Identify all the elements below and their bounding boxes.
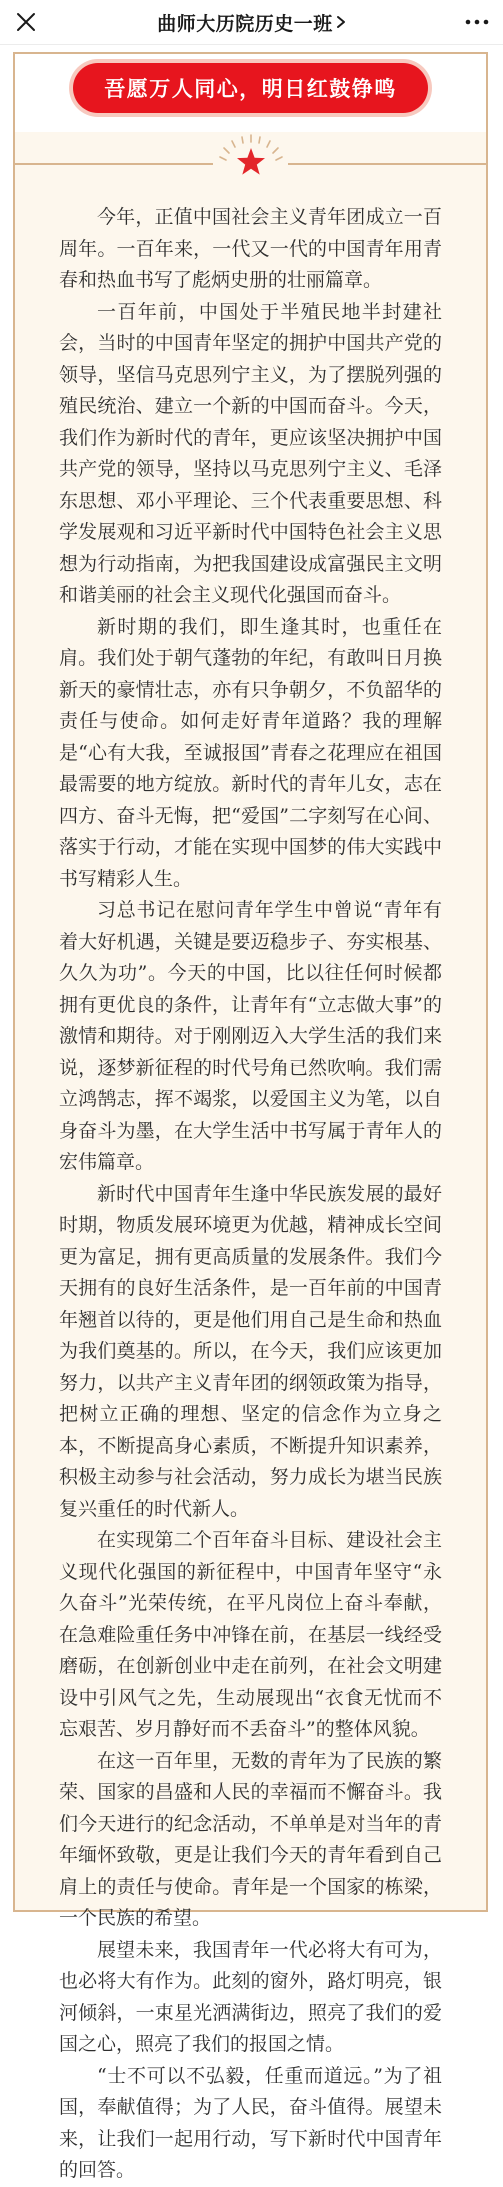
red-star-icon	[15, 130, 486, 190]
account-title-link[interactable]	[60, 0, 443, 44]
article-paragraph: 在这一百年里，无数的青年为了民族的繁荣、国家的昌盛和人民的幸福而不懈奋斗。我们今天进行的纪念活动，不单单是对当年的青年缅怀致敬，更是让我们今天的青年看到自己肩上的责任与使命。青年是一个国家的栋梁，一个民族的希望。	[59, 1749, 442, 1929]
article-paragraph: 习总书记在慰问青年学生中曾说“青年有着大好机遇，关键是要迈稳步子、夯实根基、久久为功”。今天的中国，比以往任何时候都拥有更优良的条件，让青年有“立志做大事”的激情和期待。对于刚刚迈入大学生活的我们来说，逐梦新征程的时代号角已然吹响。我们需立鸿鹄志，挥不竭浆，以爱国主义为笔，以自身奋斗为墨，在大学生活中书写属于青年人的宏伟篇章。	[59, 899, 442, 1173]
article-paragraph: 一百年前，中国处于半殖民地半封建社会，当时的中国青年坚定的拥护中国共产党的领导，坚信马克思列宁主义，为了摆脱列强的殖民统治、建立一个新的中国而奋斗。今天，我们作为新时代的青年，更应该坚决拥护中国共产党的领导，坚持以马克思列宁主义、毛泽东思想、邓小平理论、三个代表重要思想、科学发展观和习近平新时代中国特色社会主义思想为行动指南，为把我国建设成富强民主文明和谐美丽的社会主义现代化强国而奋斗。	[59, 300, 442, 606]
article-frame	[13, 52, 488, 2181]
headline-text: 吾愿万人同心，明日红鼓铮鸣	[104, 77, 397, 101]
chevron-right-icon	[336, 15, 346, 29]
article-paragraph: 展望未来，我国青年一代必将大有可为，也必将大有作为。此刻的窗外，路灯明亮，银河倾斜，一束星光洒满街边，照亮了我们的爱国之心，照亮了我们的报国之情。	[59, 1938, 442, 2055]
close-icon[interactable]	[14, 10, 38, 34]
article-body	[59, 202, 442, 2187]
page-title: 曲师大历院历史一班	[157, 12, 333, 35]
more-dots-icon[interactable]	[463, 10, 491, 34]
article-paragraph: 今年，正值中国社会主义青年团成立一百周年。一百年来，一代又一代的中国青年用青春和热血书写了彪炳史册的壮丽篇章。	[59, 206, 442, 291]
article-paragraph: 在实现第二个百年奋斗目标、建设社会主义现代化强国的新征程中，中国青年坚守“永久奋斗”光荣传统，在平凡岗位上奋斗奉献，在急难险重任务中冲锋在前，在基层一线经受磨砺，在创新创业中走在前列，在社会文明建设中引风气之先，生动展现出“衣食无忧而不忘艰苦、岁月静好而不丢奋斗”的整体风貌。	[59, 1529, 442, 1740]
top-nav-bar	[0, 0, 503, 45]
article-paragraph: 新时期的我们，即生逢其时，也重任在肩。我们处于朝气蓬勃的年纪，有敢叫日月换新天的豪情壮志，亦有只争朝夕，不负韶华的责任与使命。如何走好青年道路？我的理解是“心有大我，至诚报国”青春之花理应在祖国最需要的地方绽放。新时代的青年儿女，志在四方、奋斗无悔，把“爱国”二字刻写在心间、落实于行动，才能在实现中国梦的伟大实践中书写精彩人生。	[59, 615, 442, 890]
headline-banner	[73, 63, 428, 113]
article-paragraph: 新时代中国青年生逢中华民族发展的最好时期，物质发展环境更为优越，精神成长空间更为富足，拥有更高质量的发展条件。我们今天拥有的良好生活条件，是一百年前的中国青年翘首以待的，更是他们用自己是生命和热血为我们奠基的。所以，在今天，我们应该更加努力，以共产主义青年团的纲领政策为指导，把树立正确的理想、坚定的信念作为立身之本，不断提高身心素质，不断提升知识素养，积极主动参与社会活动，努力成长为堪当民族复兴重任的时代新人。	[59, 1182, 442, 1520]
article-paragraph: “士不可以不弘毅，任重而道远。”为了祖国，奉献值得；为了人民，奋斗值得。展望未来，让我们一起用行动，写下新时代中国青年的回答。	[59, 2064, 442, 2181]
